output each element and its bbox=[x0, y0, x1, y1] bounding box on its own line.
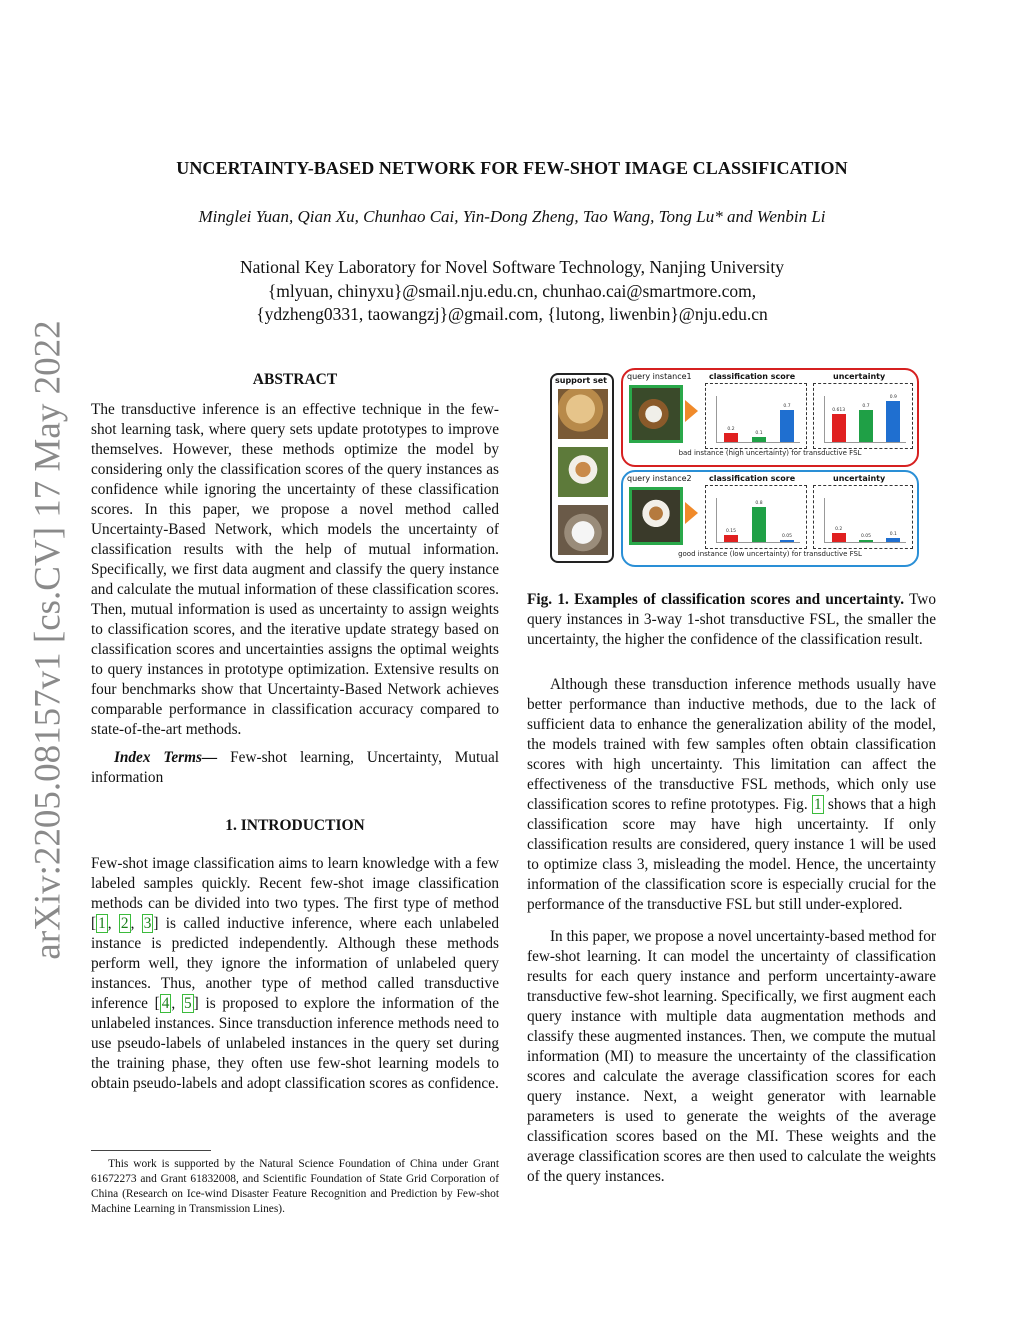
intro-text-c: ] is proposed to explore the information of the unlabeled instances. Since transduction inference methods need to use pseudo-labels of unlabeled instances in the query set during the training phase, they often use few-shot learning models to obtain pseudo-labels and adopt classification scores as confidence. bbox=[91, 995, 499, 1092]
support-image-dog-golden bbox=[556, 387, 610, 441]
chart-bar-value-label: 0.15 bbox=[725, 529, 737, 535]
figure-caption bbox=[527, 590, 936, 650]
citation-separator: , bbox=[171, 995, 182, 1012]
abstract-text: The transductive inference is an effective technique in the few-shot learning task, where query sets update prototypes to improve themselves. However, these methods optimize the model by considering only the classification scores of the query instances as confidence while ignoring the uncertainty of these classification scores. In this paper, we propose a novel method called Uncertainty-Based Network, which models the uncertainty of classification results with the help of mutual information. Specifically, we first data augment and classify the query instance and calculate the mutual information of these classification scores. Then, mutual information is used as uncertainty to assign weights to classification scores, and the iterative update strategy based on classification scores and uncertainties assigns the optimal weights to query instances in prototype optimization. Extensive results on four benchmarks show that Uncertainty-Based Network achieves comparable performance in classification accuracy compared to state-of-the-art methods. bbox=[91, 401, 499, 738]
citation-link[interactable]: 5 bbox=[183, 995, 192, 1012]
query-instance2-panel bbox=[621, 470, 919, 567]
right-text-b: shows that a high classification score may have high uncertainty. If only classification results are considered, query instance 1 will be used to optimize class 3, misleading the model. Hence, the uncertainty information of the classification score is especially crucial for the performance of the transductive FSL but still under-explored. bbox=[527, 796, 936, 913]
uncertainty-label: uncertainty bbox=[833, 474, 886, 483]
index-terms-text: Few-shot learning, Uncertainty, Mutual information bbox=[91, 749, 499, 786]
chart-bar bbox=[859, 410, 873, 442]
chart-bar-value-label: 0.05 bbox=[860, 533, 872, 539]
bad-instance-label: bad instance (high uncertainty) for transductive FSL bbox=[678, 449, 862, 457]
classification-score-label: classification score bbox=[709, 474, 796, 483]
citation-link[interactable]: 4 bbox=[161, 995, 170, 1012]
figure-1 bbox=[547, 368, 919, 564]
support-image-dog-beagle bbox=[556, 445, 610, 499]
arrow-icon bbox=[685, 502, 698, 524]
left-column bbox=[91, 370, 499, 1094]
footnote-text: This work is supported by the Natural Science Foundation of China under Grant 61672273 and Grant 61832008, and Scientific Foundation of State Grid Corporation of China (Research on Ice-wind Disaster Feature Recognition and Prediction by Few-shot Machine Learning in Transmission Lines). bbox=[91, 1158, 499, 1215]
citation-link[interactable]: 3 bbox=[143, 915, 152, 932]
support-set-label: support set bbox=[555, 376, 607, 385]
index-terms bbox=[91, 748, 499, 788]
arrow-icon bbox=[685, 400, 698, 422]
email-line-1: {mlyuan, chinyxu}@smail.nju.edu.cn, chunhao.cai@smartmore.com, bbox=[267, 281, 757, 301]
chart-bar-value-label: 0.8 bbox=[755, 500, 763, 506]
chart-bar bbox=[752, 437, 766, 442]
right-paragraph-1 bbox=[527, 675, 936, 915]
chart-plot-area bbox=[824, 498, 906, 543]
chart-bar-value-label: 0.1 bbox=[889, 531, 897, 537]
chart-uncertainty-q1 bbox=[813, 383, 913, 449]
support-image-cat-white bbox=[556, 503, 610, 557]
chart-bar-value-label: 0.7 bbox=[783, 403, 791, 409]
citation-link[interactable]: 1 bbox=[98, 915, 106, 932]
chart-bar-value-label: 0.7 bbox=[862, 403, 870, 409]
chart-bar-value-label: 0.2 bbox=[727, 426, 735, 432]
footnote-rule bbox=[91, 1150, 211, 1151]
email-line-2: {ydzheng0331, taowangzj}@gmail.com, {lutong, liwenbin}@nju.edu.cn bbox=[256, 304, 768, 324]
chart-bar-value-label: 0.9 bbox=[889, 394, 897, 400]
query-instance2-label: query instance2 bbox=[627, 474, 692, 483]
chart-bar-value-label: 0.05 bbox=[781, 533, 793, 539]
chart-bar-value-label: 0.2 bbox=[835, 527, 843, 533]
right-text-a: Although these transduction inference methods usually have better performance than inductive methods, due to the lack of sufficient data to enhance the generalization ability of the model, the models trained with few samples often obtain classification scores with high uncertainty. This limitation can affect the effectiveness of the transductive FSL methods, which only use classification scores to refine prototypes. Fig. bbox=[527, 676, 936, 813]
caption-label: Fig. 1 bbox=[527, 591, 565, 608]
chart-plot-area bbox=[824, 396, 906, 443]
good-instance-label: good instance (low uncertainty) for transductive FSL bbox=[678, 550, 862, 558]
right-paragraph-2: In this paper, we propose a novel uncertainty-based method for few-shot learning. It can model the uncertainty of classification results for each query instance and perform uncertainty-aware transductive few-shot learning. Specifically, we first augment each query instance with multiple data augmentation methods and classify these augmented instances. Then, we compute the mutual information (MI) to measure the uncertainty of the classification scores and calculate the average classification scores for each query instance. Next, a weight generator with learnable parameters is used to generate the weights of the average classification scores based on the MI. These weights and the average classification scores are then used to calculate the weights of the query instances. bbox=[527, 928, 936, 1185]
support-set-panel bbox=[550, 373, 614, 563]
chart-bar bbox=[832, 414, 846, 442]
chart-bar bbox=[832, 533, 846, 542]
chart-uncertainty-q2 bbox=[813, 485, 913, 549]
chart-bar bbox=[859, 540, 873, 542]
author-list: Minglei Yuan, Qian Xu, Chunhao Cai, Yin-Dong Zheng, Tao Wang, Tong Lu* and Wenbin Li bbox=[198, 207, 826, 226]
citation-link[interactable]: 2 bbox=[120, 915, 129, 932]
chart-bar-value-label: 0.1 bbox=[755, 431, 763, 437]
paper-title: UNCERTAINTY-BASED NETWORK FOR FEW-SHOT IMAGE CLASSIFICATION bbox=[176, 158, 848, 178]
abstract-heading: ABSTRACT bbox=[252, 371, 338, 388]
chart-bar bbox=[780, 540, 794, 542]
intro-text-a: Few-shot image classification aims to learn knowledge with a few labeled samples quickly. Recent few-shot image classification methods can be divided into two types. The first type of method [ bbox=[91, 855, 499, 932]
citation-separator: , bbox=[107, 915, 119, 932]
query-image-2 bbox=[629, 487, 683, 545]
chart-bar bbox=[724, 433, 738, 442]
chart-bar bbox=[780, 410, 794, 442]
classification-score-label: classification score bbox=[709, 372, 796, 381]
chart-bar bbox=[752, 507, 766, 542]
introduction-heading: 1. INTRODUCTION bbox=[225, 817, 365, 834]
chart-bar bbox=[886, 401, 900, 442]
caption-bold: . Examples of classification scores and uncertainty. bbox=[565, 591, 905, 608]
intro-text-b: ] is called inductive inference, where each unlabeled instance is predicted independently. Although these methods perform well, they ignore the information of unlabeled query instances. Thus, another type of method called transductive inference [ bbox=[91, 915, 499, 1012]
citation-separator: , bbox=[130, 915, 142, 932]
affiliation: National Key Laboratory for Novel Software Technology, Nanjing University bbox=[239, 257, 785, 277]
chart-bar bbox=[886, 538, 900, 542]
chart-bar-value-label: 0.613 bbox=[832, 407, 846, 413]
uncertainty-label: uncertainty bbox=[833, 372, 886, 381]
chart-classification-q2 bbox=[705, 485, 807, 549]
query-instance1-label: query instance1 bbox=[627, 372, 692, 381]
intro-paragraph bbox=[91, 854, 499, 1094]
chart-plot-area bbox=[716, 498, 800, 543]
caption-text: Two query instances in 3-way 1-shot transductive FSL, the smaller the uncertainty, the higher the confidence of the classification result. bbox=[527, 591, 936, 648]
arxiv-identifier: arXiv:2205.08157v1 [cs.CV] 17 May 2022 bbox=[27, 320, 69, 960]
figure-ref-link[interactable]: 1 bbox=[813, 796, 822, 813]
chart-classification-q1 bbox=[705, 383, 807, 449]
query-instance1-panel bbox=[621, 368, 919, 467]
footnote bbox=[91, 1157, 499, 1217]
query-image-1 bbox=[629, 385, 683, 443]
chart-plot-area bbox=[716, 396, 800, 443]
right-column bbox=[527, 590, 936, 1187]
chart-bar bbox=[724, 535, 738, 542]
index-terms-label: Index Terms— bbox=[113, 749, 218, 766]
